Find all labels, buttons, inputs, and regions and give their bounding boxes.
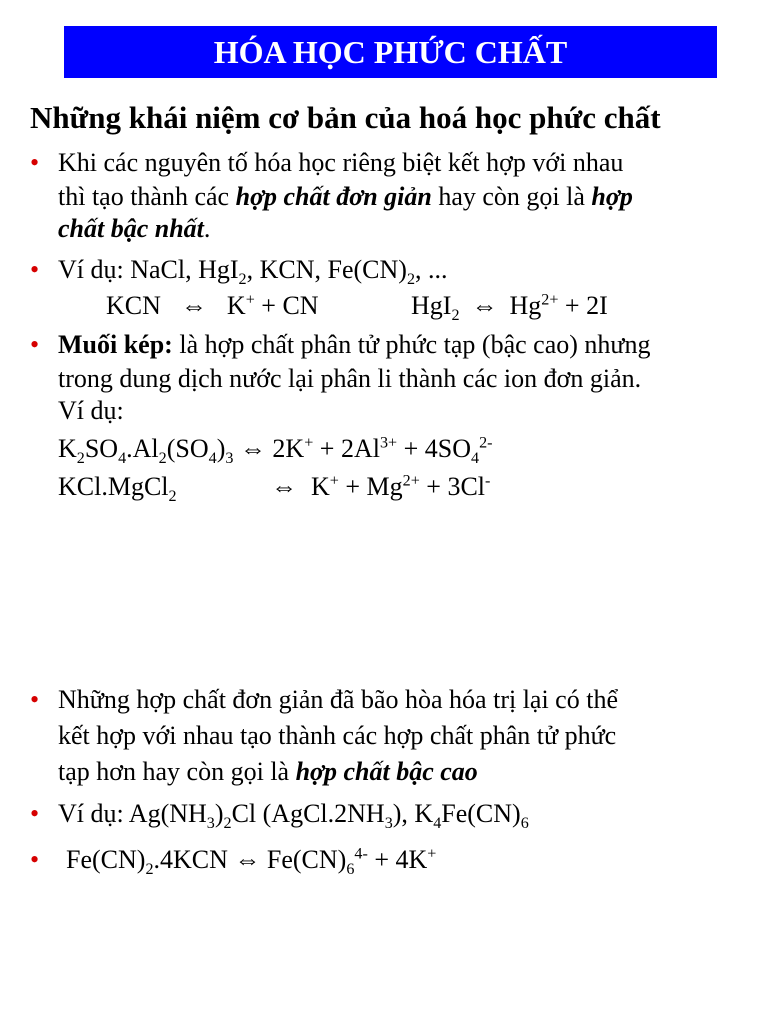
text: .Al: [126, 434, 159, 463]
text: Ví dụ: NaCl, HgI: [58, 255, 239, 284]
subscript: 2: [76, 450, 85, 468]
paragraph-3-line-1: [58, 328, 650, 362]
bullet-marker: •: [30, 148, 40, 177]
equation-1b: [411, 289, 608, 323]
superscript: 3+: [379, 434, 398, 452]
subscript: 2: [223, 815, 232, 833]
paragraph-1-line-2: [58, 180, 633, 214]
arrow-symbol: ⇔: [233, 434, 273, 463]
text: hay còn gọi là: [431, 182, 592, 211]
subscript: 4: [118, 450, 127, 468]
text: .: [203, 214, 211, 243]
paragraph-4-line-3: [58, 755, 478, 789]
text: .4KCN ⇔ Fe(CN): [153, 845, 347, 874]
superscript: +: [245, 291, 255, 309]
emphasis-text: hợp chất bậc cao: [295, 757, 478, 786]
subscript: 2: [158, 450, 167, 468]
arrow-symbol: ⇔: [180, 291, 207, 320]
text: SO: [84, 434, 119, 463]
equation-3: [58, 470, 177, 504]
example-line-1: [58, 253, 448, 287]
text: K: [58, 434, 77, 463]
text: Cl (AgCl.2NH: [231, 799, 385, 828]
text: thì tạo thành các: [58, 182, 236, 211]
arrow-symbol: ⇔: [271, 472, 297, 501]
arrow-symbol: ⇔: [471, 291, 498, 320]
text: (SO: [166, 434, 209, 463]
equation-2: [58, 432, 493, 466]
text: , KCN, Fe(CN): [246, 255, 407, 284]
example-line-2: [58, 797, 529, 831]
title-bar: [64, 26, 717, 78]
text: + 3Cl: [419, 472, 486, 501]
superscript: 2-: [479, 434, 493, 452]
text: + Mg: [338, 472, 403, 501]
emphasis-text: hợp: [591, 182, 633, 211]
superscript: -: [485, 472, 491, 490]
page-title: HÓA HỌC PHỨC CHẤT: [213, 33, 568, 70]
text: KCN: [106, 291, 161, 320]
subscript: 6: [520, 815, 529, 833]
equation-3b: [271, 470, 490, 504]
bullet-marker: •: [30, 330, 40, 359]
superscript: +: [329, 472, 339, 490]
text: Hg: [509, 291, 542, 320]
text: 2K: [272, 434, 305, 463]
subscript: 2: [168, 488, 177, 506]
subscript: 3: [384, 815, 393, 833]
subscript: 4: [433, 815, 442, 833]
subscript: 6: [346, 861, 355, 879]
subscript: 2: [451, 307, 460, 325]
section-heading: Những khái niệm cơ bản của hoá học phức chất: [30, 100, 661, 135]
bold-term: Muối kép:: [58, 330, 173, 359]
superscript: 2+: [402, 472, 420, 490]
subscript: 3: [225, 450, 234, 468]
bullet-marker: •: [30, 685, 40, 714]
text: K: [226, 291, 246, 320]
text: là hợp chất phân tử phức tạp (bậc cao) nhưng: [172, 330, 651, 359]
text: + 2Al: [313, 434, 380, 463]
equation-4: [66, 843, 436, 877]
superscript: +: [427, 845, 437, 863]
subscript: 4: [471, 450, 480, 468]
subscript: 4: [208, 450, 217, 468]
text: KCl.MgCl: [58, 472, 169, 501]
text: ): [214, 799, 224, 828]
paragraph-3-line-3: Ví dụ:: [58, 396, 124, 425]
bullet-marker: •: [30, 845, 40, 874]
text: ), K: [392, 799, 434, 828]
text: , ...: [415, 255, 448, 284]
paragraph-4-line-2: kết hợp với nhau tạo thành các hợp chất phân tử phức: [58, 721, 617, 750]
text: + 2I: [558, 291, 608, 320]
text: Ví dụ: Ag(NH: [58, 799, 207, 828]
subscript: 2: [406, 271, 416, 289]
paragraph-1-line-1: Khi các nguyên tố hóa học riêng biệt kết hợp với nhau: [58, 148, 624, 177]
text: + 4K: [367, 845, 428, 874]
text: Fe(CN): [66, 845, 146, 874]
emphasis-text: chất bậc nhất: [58, 214, 204, 243]
emphasis-text: hợp chất đơn giản: [235, 182, 432, 211]
text: K: [311, 472, 330, 501]
equation-1: [106, 289, 319, 323]
subscript: 2: [145, 861, 154, 879]
text: Fe(CN): [441, 799, 521, 828]
bullet-marker: •: [30, 799, 40, 828]
text: + 4SO: [397, 434, 472, 463]
text: + CN: [254, 291, 319, 320]
superscript: +: [304, 434, 314, 452]
subscript: 3: [206, 815, 215, 833]
text: ): [216, 434, 226, 463]
paragraph-4-line-1: Những hợp chất đơn giản đã bão hòa hóa trị lại có thể: [58, 685, 618, 714]
superscript: 2+: [541, 291, 559, 309]
subscript: 2: [238, 271, 247, 289]
bullet-marker: •: [30, 255, 40, 284]
paragraph-3-line-2: trong dung dịch nước lại phân li thành các ion đơn giản.: [58, 364, 642, 393]
text: HgI: [411, 291, 452, 320]
paragraph-1-line-3: [58, 212, 210, 246]
superscript: 4-: [354, 845, 368, 863]
text: tạp hơn hay còn gọi là: [58, 757, 296, 786]
